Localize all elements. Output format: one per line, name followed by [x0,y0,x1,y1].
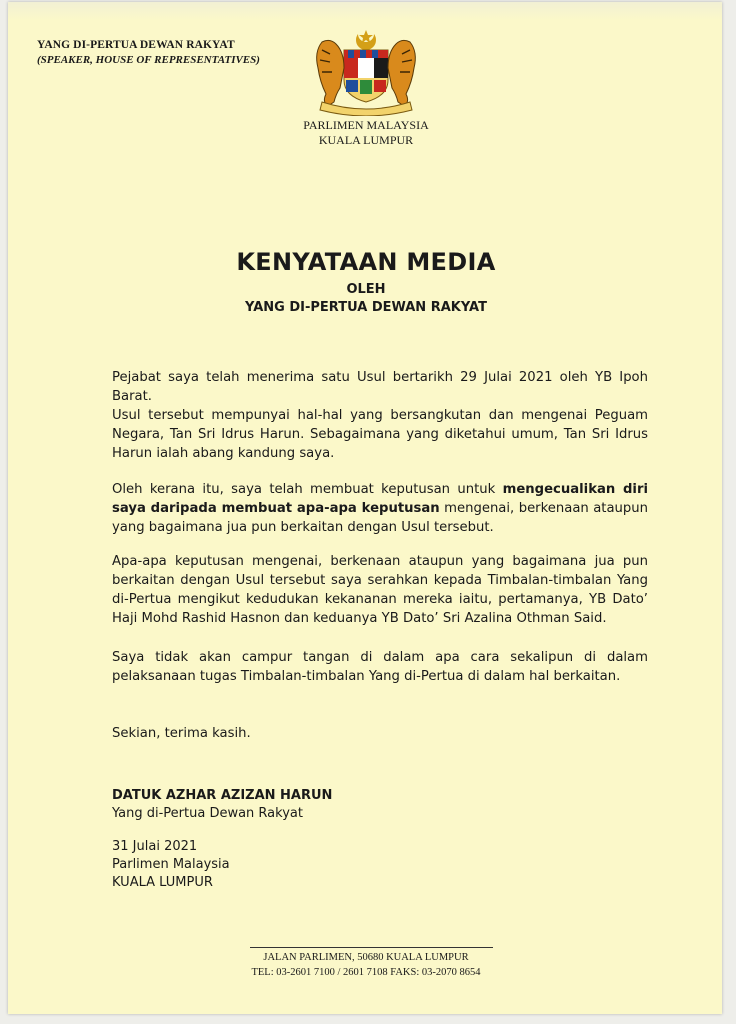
letter-city: KUALA LUMPUR [112,875,213,890]
parliament-address [266,118,466,148]
office-title-english: (SPEAKER, HOUSE OF REPRESENTATIVES) [37,54,260,66]
paragraph-5: Saya tidak akan campur tangan di dalam apa cara sekalipun di dalam pelaksanaan tugas Timbalan-timbalan Yang di-Pertua di dalam hal berkaitan. [112,650,648,684]
letter-date: 31 Julai 2021 [112,839,198,854]
footer-contact: TEL: 03-2601 7100 / 2601 7108 FAKS: 03-2070 8654 [251,967,481,978]
office-heading [37,38,260,68]
office-title: YANG DI-PERTUA DEWAN RAKYAT [37,39,235,51]
signatory-name: DATUK AZHAR AZIZAN HARUN [112,788,333,803]
document-by: OLEH [346,282,386,297]
paragraph-3-emphasis: mengecualikan diri saya daripada membuat apa-apa keputusan [112,482,648,516]
paragraph-3 [112,480,648,537]
footer-address: JALAN PARLIMEN, 50680 KUALA LUMPUR [263,952,469,963]
footer-divider [250,947,493,948]
parliament-name: PARLIMEN MALAYSIA [303,118,429,132]
paragraph-1: Pejabat saya telah menerima satu Usul bertarikh 29 Julai 2021 oleh YB Ipoh Barat. [112,370,648,404]
letter-page [8,2,722,1014]
parliament-city: KUALA LUMPUR [318,133,414,147]
paragraph-3-tail: mengenai, berkenaan ataupun yang bagaimana jua pun berkaitan dengan Usul tersebut. [112,501,648,535]
letter-place: Parlimen Malaysia [112,857,230,872]
closing-line: Sekian, terima kasih. [112,726,251,741]
paragraph-4: Apa-apa keputusan mengenai, berkenaan ataupun yang bagaimana jua pun berkaitan dengan Usul tersebut saya serahkan kepada Timbalan-timbalan Yang di-Pertua mengikut kedudukan kekananan mereka iaitu, pertamanya, YB Dato’ Haji Mohd Rashid Hasnon dan keduanya YB Dato’ Sri Azalina Othman Said. [112,554,648,626]
date-place-block [112,838,230,892]
paragraph-2: Usul tersebut mempunyai hal-hal yang bersangkutan dan mengenai Peguam Negara, Tan Sri Idrus Harun. Sebagaimana yang diketahui umum, Tan Sri Idrus Harun ialah abang kandung saya. [112,408,648,461]
signatory-title: Yang di-Pertua Dewan Rakyat [112,806,303,821]
paragraph-3-lead: Oleh kerana itu, saya telah membuat keputusan untuk [112,482,503,497]
document-subtitle: YANG DI-PERTUA DEWAN RAKYAT [245,300,487,315]
document-title: KENYATAAN MEDIA [236,248,496,276]
coat-of-arms-icon [308,28,424,116]
